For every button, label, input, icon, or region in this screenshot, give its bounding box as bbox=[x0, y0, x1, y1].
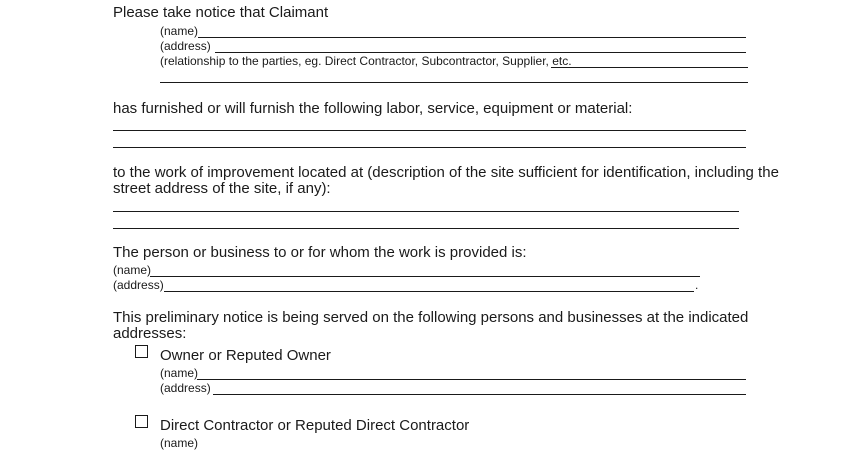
work-for-address-end: . bbox=[695, 278, 699, 292]
served-heading-line-2: addresses: bbox=[113, 325, 187, 342]
claimant-relationship-label: (relationship to the parties, eg. Direct Contractor, Subcontractor, Supplier, etc. bbox=[160, 54, 572, 68]
owner-name-field[interactable] bbox=[199, 364, 748, 380]
served-heading-line-1: This preliminary notice is being served on the following persons and businesses at the indicated bbox=[113, 309, 749, 326]
improvement-field-1[interactable] bbox=[115, 196, 741, 212]
owner-checkbox[interactable] bbox=[135, 345, 148, 358]
work-for-heading: The person or business to or for whom the work is provided is: bbox=[113, 244, 527, 261]
improvement-heading-line-1: to the work of improvement located at (description of the site sufficient for identification, including the bbox=[113, 164, 779, 181]
improvement-field-2[interactable] bbox=[115, 213, 741, 229]
claimant-address-label: (address) bbox=[160, 39, 211, 53]
improvement-heading-line-2: street address of the site, if any): bbox=[113, 180, 331, 197]
direct-contractor-label: Direct Contractor or Reputed Direct Contractor bbox=[160, 417, 470, 434]
direct-contractor-name-label: (name) bbox=[160, 436, 199, 450]
owner-label: Owner or Reputed Owner bbox=[160, 347, 331, 364]
furnished-field-1[interactable] bbox=[115, 115, 748, 131]
work-for-address-label: (address) bbox=[113, 278, 164, 292]
claimant-relationship-field[interactable] bbox=[553, 52, 750, 68]
claimant-name-field[interactable] bbox=[200, 22, 748, 38]
furnished-field-2[interactable] bbox=[115, 132, 748, 148]
direct-contractor-checkbox[interactable] bbox=[135, 415, 148, 428]
claimant-heading: Please take notice that Claimant bbox=[113, 4, 329, 21]
owner-address-field[interactable] bbox=[215, 379, 748, 395]
owner-address-label: (address) bbox=[160, 381, 211, 395]
claimant-name-label: (name) bbox=[160, 24, 199, 38]
work-for-address-field[interactable] bbox=[166, 276, 699, 292]
work-for-name-label: (name) bbox=[113, 263, 152, 277]
furnished-heading: has furnished or will furnish the following labor, service, equipment or material: bbox=[113, 100, 633, 117]
owner-name-label: (name) bbox=[160, 366, 199, 380]
claimant-address-field[interactable] bbox=[217, 37, 748, 53]
claimant-relationship-field-2[interactable] bbox=[162, 67, 750, 83]
work-for-name-field[interactable] bbox=[152, 261, 702, 277]
